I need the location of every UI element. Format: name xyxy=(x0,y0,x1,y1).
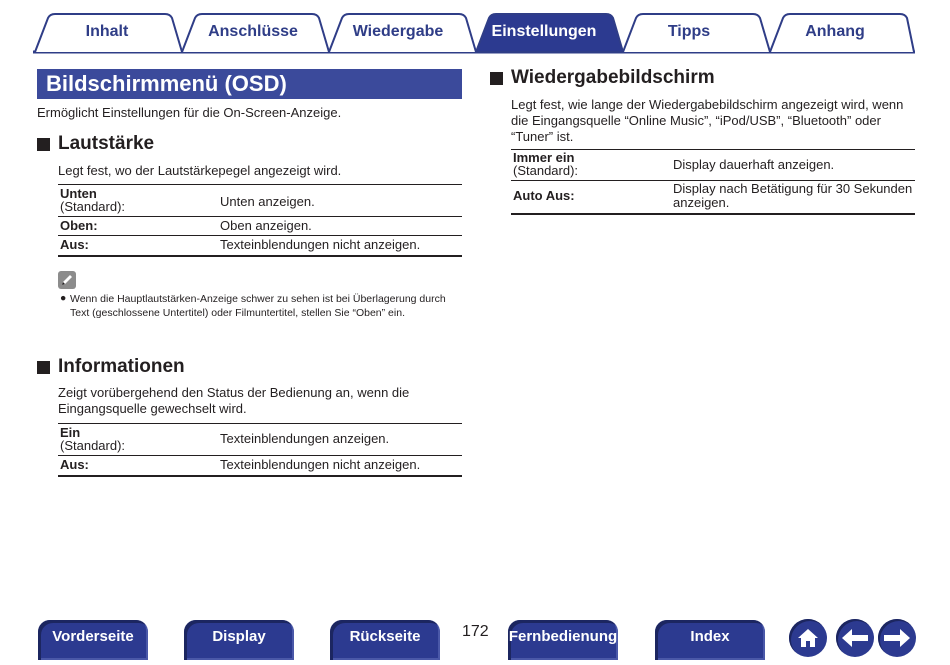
option-value: Unten anzeigen. xyxy=(220,194,315,209)
option-value: Display dauerhaft anzeigen. xyxy=(673,157,835,172)
tab-anhang[interactable]: Anhang xyxy=(805,23,865,40)
index-button[interactable]: Index xyxy=(655,620,765,660)
playback-heading xyxy=(490,67,715,89)
playback-options-table xyxy=(511,149,915,215)
pencil-icon xyxy=(58,271,76,289)
display-button[interactable]: Display xyxy=(184,620,294,660)
home-icon xyxy=(794,624,822,652)
heading-square-icon xyxy=(490,72,503,85)
page-number: 172 xyxy=(462,623,489,640)
option-key: Unten xyxy=(60,186,97,201)
note-text: Wenn die Hauptlautstärken-Anzeige schwer zu sehen ist bei Überlagerung durch Text (geschlossene Untertitel) oder Filmuntertitel, stellen Sie “Oben” ein. xyxy=(70,293,446,319)
info-options-table xyxy=(58,423,462,477)
bullet-icon: ● xyxy=(60,292,67,304)
tab-bar xyxy=(0,0,950,56)
tab-wiedergabe[interactable]: Wiedergabe xyxy=(352,23,444,40)
table-row xyxy=(58,424,462,456)
option-standard: (Standard): xyxy=(513,163,579,178)
tab-einstellungen[interactable]: Einstellungen xyxy=(491,23,597,40)
option-value: Display nach Betätigung für 30 Sekunden anzeigen. xyxy=(673,181,913,210)
table-row xyxy=(58,236,462,257)
tab-tipps[interactable]: Tipps xyxy=(667,23,711,40)
option-key: Ein xyxy=(60,425,81,440)
table-row xyxy=(58,185,462,217)
volume-heading xyxy=(37,133,154,155)
info-heading-text: Informationen xyxy=(58,356,185,377)
heading-square-icon xyxy=(37,361,50,374)
tab-inhalt[interactable]: Inhalt xyxy=(85,23,129,40)
table-row xyxy=(58,456,462,477)
option-key: Oben: xyxy=(60,218,98,233)
option-key: Aus: xyxy=(60,457,89,472)
option-key: Aus: xyxy=(60,237,89,252)
arrow-left-icon xyxy=(840,626,870,650)
back-button[interactable] xyxy=(836,619,874,657)
option-value: Texteinblendungen nicht anzeigen. xyxy=(220,457,421,472)
heading-square-icon xyxy=(37,138,50,151)
arrow-right-icon xyxy=(882,626,912,650)
table-row xyxy=(511,150,915,181)
volume-options-table xyxy=(58,184,462,257)
playback-heading-text: Wiedergabebildschirm xyxy=(511,67,715,88)
option-key: Immer ein xyxy=(513,150,575,165)
front-panel-button[interactable]: Vorderseite xyxy=(38,620,148,660)
info-heading xyxy=(37,356,185,378)
page-title: Bildschirmmenü (OSD) xyxy=(37,69,462,99)
table-row xyxy=(511,181,915,215)
forward-button[interactable] xyxy=(878,619,916,657)
intro-text: Ermöglicht Einstellungen für die On-Screen-Anzeige. xyxy=(37,105,342,120)
table-row xyxy=(58,217,462,236)
volume-desc: Legt fest, wo der Lautstärkepegel angezeigt wird. xyxy=(58,163,342,178)
tab-anschluesse[interactable]: Anschlüsse xyxy=(208,23,298,40)
option-standard: (Standard): xyxy=(60,438,126,453)
volume-heading-text: Lautstärke xyxy=(58,133,155,154)
home-button[interactable] xyxy=(789,619,827,657)
remote-button[interactable]: Fernbedienung xyxy=(508,620,618,660)
option-standard: (Standard): xyxy=(60,199,126,214)
option-key: Auto Aus: xyxy=(513,188,575,203)
playback-desc: Legt fest, wie lange der Wiedergabebildschirm angezeigt wird, wenn die Eingangsquelle “Online Music”, “iPod/USB”, “Bluetooth” oder “Tuner” ist. xyxy=(511,97,904,144)
rear-panel-button[interactable]: Rückseite xyxy=(330,620,440,660)
option-value: Texteinblendungen nicht anzeigen. xyxy=(220,237,421,252)
info-desc: Zeigt vorübergehend den Status der Bedienung an, wenn die Eingangsquelle gewechselt wird. xyxy=(58,385,410,416)
option-value: Texteinblendungen anzeigen. xyxy=(220,431,390,446)
option-value: Oben anzeigen. xyxy=(220,218,312,233)
